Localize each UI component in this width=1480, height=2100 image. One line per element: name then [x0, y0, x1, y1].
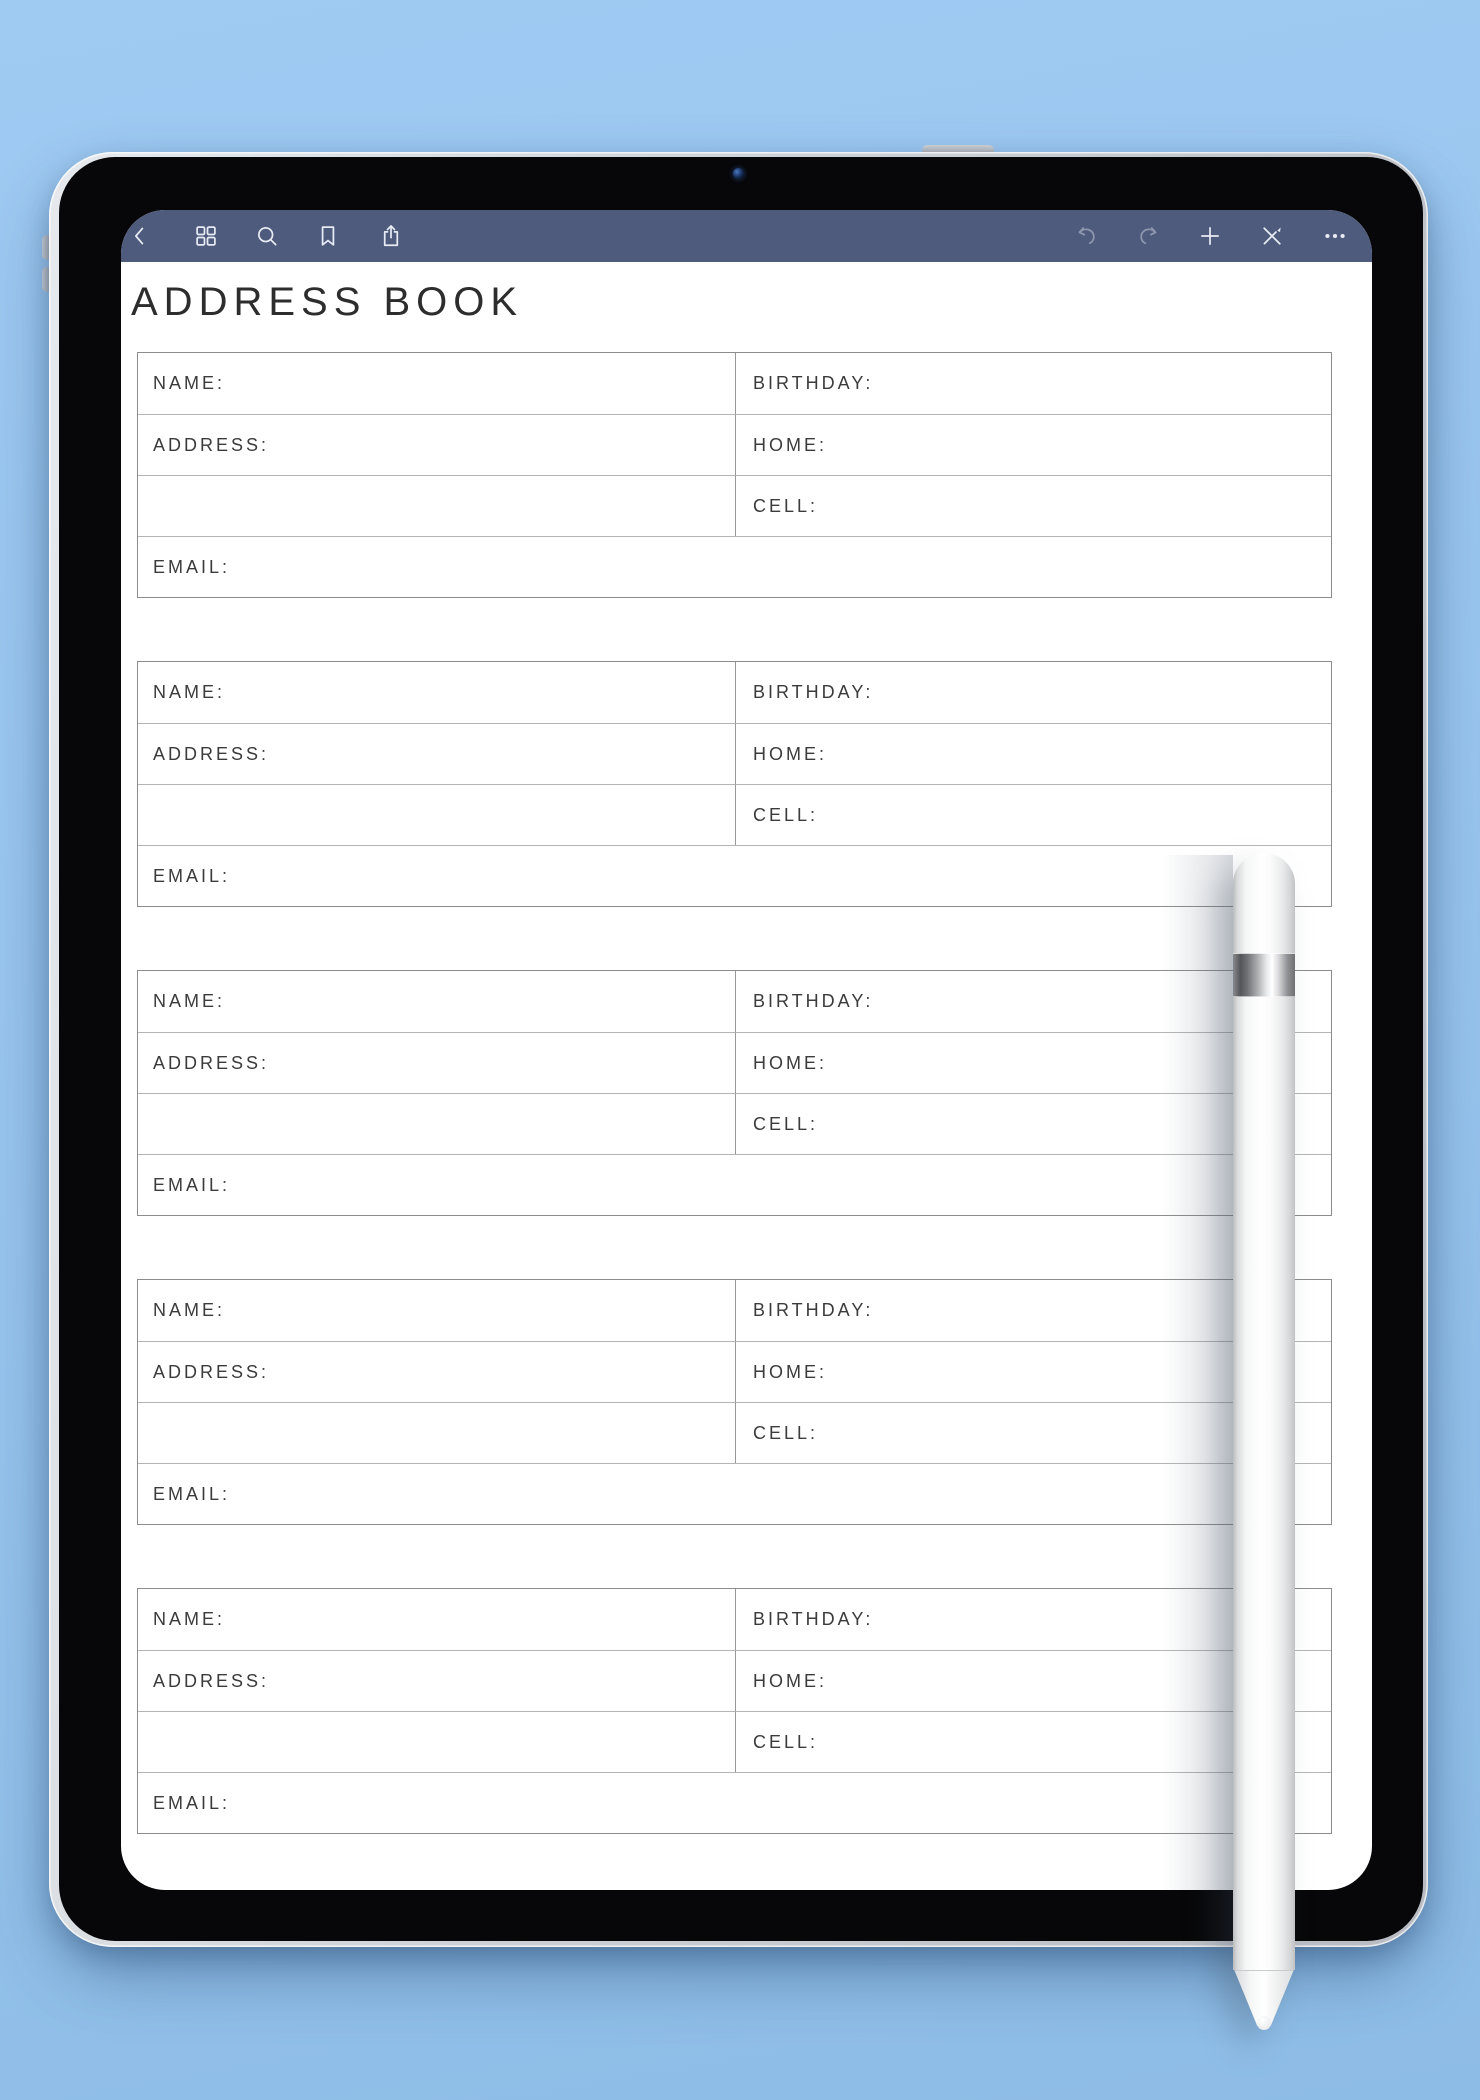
bookmark-button[interactable] [308, 216, 348, 256]
page-thumbnails-icon [193, 223, 219, 249]
cell-label: CELL: [753, 495, 819, 516]
address-field-cell[interactable] [138, 414, 735, 475]
home-label: HOME: [753, 743, 828, 764]
email-label: EMAIL: [153, 1792, 231, 1813]
cell-label: CELL: [753, 1422, 819, 1443]
plus-icon [1197, 223, 1223, 249]
bookmark-icon [315, 223, 341, 249]
address-field-cell[interactable] [138, 1341, 735, 1402]
home-field-cell[interactable] [735, 414, 1331, 475]
add-page-button[interactable] [1190, 216, 1230, 256]
birthday-field-cell[interactable] [735, 662, 1331, 723]
address-entry-block [137, 1279, 1332, 1525]
apple-pencil [1233, 853, 1295, 2032]
email-label: EMAIL: [153, 1483, 231, 1504]
name-label: NAME: [153, 1609, 226, 1629]
apple-pencil-tip [1257, 2016, 1271, 2030]
pen-tool-button[interactable] [1252, 216, 1292, 256]
address-blocks [137, 352, 1332, 1890]
cell-label: CELL: [753, 804, 819, 825]
address-extra-cell[interactable] [138, 1402, 735, 1463]
undo-icon [1074, 223, 1100, 249]
birthday-label: BIRTHDAY: [753, 373, 874, 393]
address-field-cell[interactable] [138, 723, 735, 784]
address-label: ADDRESS: [153, 434, 270, 455]
page-thumbnails-button[interactable] [186, 216, 226, 256]
birthday-field-cell[interactable] [735, 353, 1331, 414]
address-extra-cell[interactable] [138, 784, 735, 845]
address-entry-block [137, 970, 1332, 1216]
back-button[interactable] [121, 216, 160, 256]
address-extra-cell[interactable] [138, 1711, 735, 1772]
address-entry-block [137, 661, 1332, 907]
birthday-label: BIRTHDAY: [753, 1609, 874, 1629]
front-camera [733, 168, 744, 179]
address-label: ADDRESS: [153, 1670, 270, 1691]
home-field-cell[interactable] [735, 723, 1331, 784]
cell-label: CELL: [753, 1113, 819, 1134]
birthday-label: BIRTHDAY: [753, 682, 874, 702]
email-field-cell[interactable] [138, 1772, 1331, 1833]
cell-field-cell[interactable] [735, 784, 1331, 845]
address-entry-block [137, 352, 1332, 598]
email-label: EMAIL: [153, 1174, 231, 1195]
apple-pencil-body [1233, 853, 1295, 1970]
name-label: NAME: [153, 373, 226, 393]
redo-button[interactable] [1128, 216, 1168, 256]
home-label: HOME: [753, 1052, 828, 1073]
redo-icon [1135, 223, 1161, 249]
address-field-cell[interactable] [138, 1650, 735, 1711]
address-label: ADDRESS: [153, 743, 270, 764]
undo-button[interactable] [1067, 216, 1107, 256]
home-label: HOME: [753, 1670, 828, 1691]
address-extra-cell[interactable] [138, 475, 735, 536]
home-label: HOME: [753, 434, 828, 455]
tablet-device [49, 152, 1428, 1947]
name-field-cell[interactable] [138, 1589, 735, 1650]
address-label: ADDRESS: [153, 1052, 270, 1073]
app-toolbar [121, 210, 1372, 262]
home-label: HOME: [753, 1361, 828, 1382]
email-field-cell[interactable] [138, 1154, 1331, 1215]
birthday-label: BIRTHDAY: [753, 1300, 874, 1320]
name-label: NAME: [153, 1300, 226, 1320]
email-label: EMAIL: [153, 556, 231, 577]
more-options-button[interactable] [1315, 216, 1355, 256]
name-label: NAME: [153, 682, 226, 702]
search-button[interactable] [247, 216, 287, 256]
cell-label: CELL: [753, 1731, 819, 1752]
back-chevron-icon [127, 223, 153, 249]
apple-pencil-band [1233, 953, 1295, 997]
tablet-screen [121, 210, 1372, 1890]
share-icon [378, 223, 404, 249]
page-title: ADDRESS BOOK [131, 280, 524, 324]
name-label: NAME: [153, 991, 226, 1011]
ellipsis-icon [1322, 223, 1348, 249]
name-field-cell[interactable] [138, 662, 735, 723]
search-icon [254, 223, 280, 249]
email-field-cell[interactable] [138, 845, 1331, 906]
birthday-label: BIRTHDAY: [753, 991, 874, 1011]
address-label: ADDRESS: [153, 1361, 270, 1382]
address-entry-block [137, 1588, 1332, 1834]
email-field-cell[interactable] [138, 536, 1331, 597]
name-field-cell[interactable] [138, 353, 735, 414]
name-field-cell[interactable] [138, 1280, 735, 1341]
pen-tool-icon [1259, 223, 1285, 249]
share-button[interactable] [371, 216, 411, 256]
address-extra-cell[interactable] [138, 1093, 735, 1154]
email-label: EMAIL: [153, 865, 231, 886]
cell-field-cell[interactable] [735, 475, 1331, 536]
name-field-cell[interactable] [138, 971, 735, 1032]
email-field-cell[interactable] [138, 1463, 1331, 1524]
address-field-cell[interactable] [138, 1032, 735, 1093]
